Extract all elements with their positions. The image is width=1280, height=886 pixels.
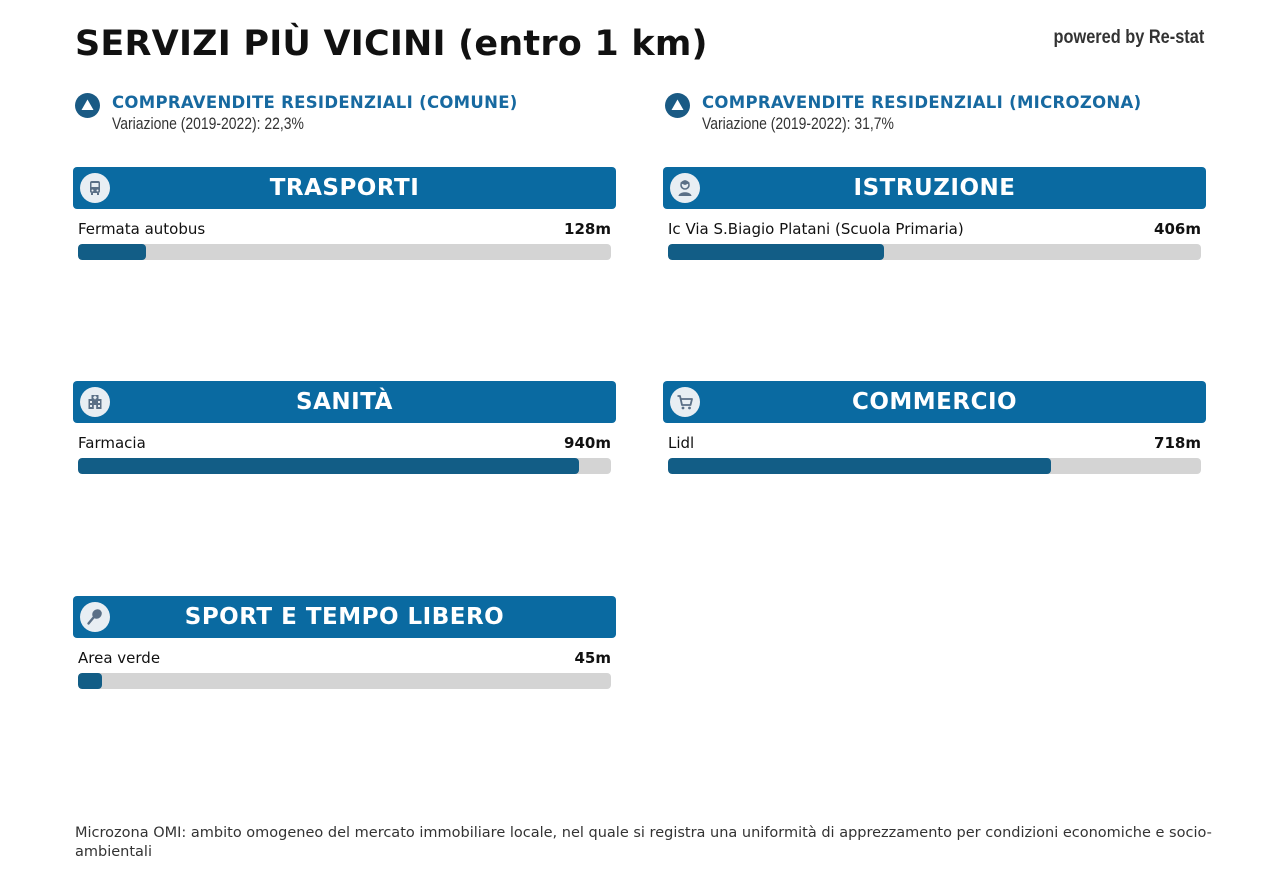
- distance-bar-fill: [668, 244, 884, 260]
- up-triangle-icon: [665, 93, 690, 118]
- distance-bar: [78, 244, 611, 260]
- stat-title: COMPRAVENDITE RESIDENZIALI (COMUNE): [112, 93, 518, 112]
- service-name: Farmacia: [78, 434, 146, 452]
- service-distance: 45m: [574, 649, 611, 667]
- category-sport: [73, 596, 616, 689]
- distance-bar: [78, 673, 611, 689]
- distance-bar-fill: [668, 458, 1051, 474]
- service-item: [668, 434, 1201, 474]
- service-name: Lidl: [668, 434, 695, 452]
- service-item: [78, 434, 611, 474]
- service-item: [668, 220, 1201, 260]
- page-title: SERVIZI PIÙ VICINI (entro 1 km): [75, 24, 708, 64]
- distance-bar-fill: [78, 244, 146, 260]
- category-header: [663, 381, 1206, 423]
- distance-bar-fill: [78, 458, 579, 474]
- category-sanita: [73, 381, 616, 474]
- service-distance: 128m: [564, 220, 611, 238]
- powered-by-label: powered by Re-stat: [1053, 27, 1204, 48]
- stat-subtitle: Variazione (2019-2022): 31,7%: [702, 114, 894, 133]
- distance-bar: [668, 244, 1201, 260]
- category-header: [73, 596, 616, 638]
- category-trasporti: [73, 167, 616, 260]
- service-distance: 718m: [1154, 434, 1201, 452]
- category-title: SPORT E TEMPO LIBERO: [184, 604, 505, 630]
- service-item: [78, 220, 611, 260]
- category-istruzione: [663, 167, 1206, 260]
- service-distance: 406m: [1154, 220, 1201, 238]
- stat-title: COMPRAVENDITE RESIDENZIALI (MICROZONA): [702, 93, 1142, 112]
- category-title: TRASPORTI: [269, 175, 420, 201]
- service-name: Ic Via S.Biagio Platani (Scuola Primaria): [668, 220, 964, 238]
- category-title: SANITÀ: [296, 389, 393, 415]
- footer-note: Microzona OMI: ambito omogeneo del mercato immobiliare locale, nel quale si registra una uniformità di apprezzamento per condizioni economiche e socio-ambientali: [75, 825, 1212, 860]
- distance-bar: [668, 458, 1201, 474]
- category-header: [73, 381, 616, 423]
- category-commercio: [663, 381, 1206, 474]
- stat-subtitle: Variazione (2019-2022): 22,3%: [112, 114, 304, 133]
- distance-bar: [78, 458, 611, 474]
- service-distance: 940m: [564, 434, 611, 452]
- category-header: [663, 167, 1206, 209]
- category-title: ISTRUZIONE: [853, 175, 1016, 201]
- distance-bar-fill: [78, 673, 102, 689]
- service-item: [78, 649, 611, 689]
- service-name: Area verde: [78, 649, 161, 667]
- category-title: COMMERCIO: [851, 389, 1018, 415]
- service-name: Fermata autobus: [78, 220, 206, 238]
- category-header: [73, 167, 616, 209]
- up-triangle-icon: [75, 93, 100, 118]
